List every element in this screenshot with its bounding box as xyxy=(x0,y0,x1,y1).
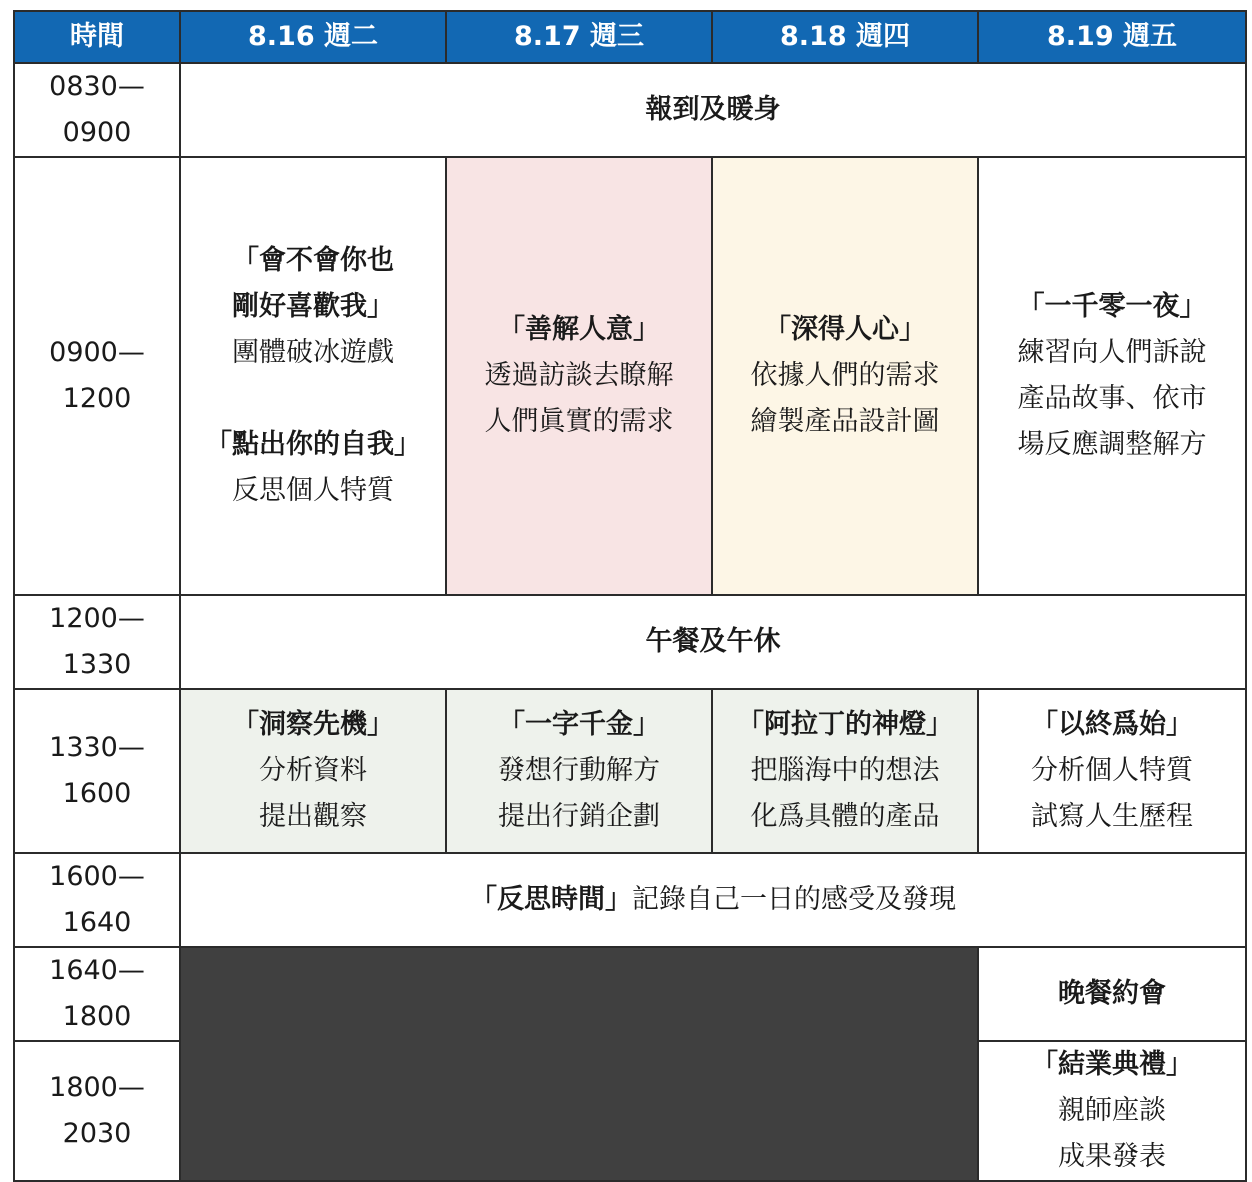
afternoon-fri-cell xyxy=(978,689,1246,853)
row-dinner xyxy=(14,947,1246,1041)
afternoon-thu-cell xyxy=(712,689,978,853)
schedule-table xyxy=(13,10,1247,1182)
reflection-title: 「反思時間」 xyxy=(470,884,632,915)
header-time: 時間 xyxy=(14,11,180,63)
morning-thu-cell xyxy=(712,157,978,595)
activity-desc: 提出觀察 xyxy=(259,801,367,832)
blocked-area xyxy=(180,947,978,1181)
activity-desc: 練習向人們訴說 xyxy=(1017,337,1207,368)
header-row xyxy=(14,11,1246,63)
morning-fri-cell xyxy=(978,157,1246,595)
activity-desc: 發想行動解方 xyxy=(498,755,660,786)
time-cell: 1600—1640 xyxy=(14,853,180,947)
activity-desc: 依據人們的需求 xyxy=(750,360,940,391)
time-cell: 0900—1200 xyxy=(14,157,180,595)
activity-desc: 團體破冰遊戲 xyxy=(232,337,394,368)
reflection-span xyxy=(180,853,1246,947)
activity-desc: 繪製產品設計圖 xyxy=(750,406,940,437)
morning-wed-cell xyxy=(446,157,712,595)
closing-fri-cell xyxy=(978,1041,1246,1181)
activity-title: 「會不會你也 xyxy=(232,245,394,276)
time-cell: 0830—0900 xyxy=(14,63,180,157)
checkin-span: 報到及暖身 xyxy=(180,63,1246,157)
activity-desc: 分析個人特質 xyxy=(1031,755,1193,786)
activity-desc: 試寫人生歷程 xyxy=(1031,801,1193,832)
afternoon-tue-cell xyxy=(180,689,446,853)
activity-title: 「洞察先機」 xyxy=(232,709,394,740)
morning-tue-cell xyxy=(180,157,446,595)
activity-title: 剛好喜歡我」 xyxy=(232,291,394,322)
activity-desc: 反思個人特質 xyxy=(232,475,394,506)
row-afternoon xyxy=(14,689,1246,853)
row-morning xyxy=(14,157,1246,595)
header-day-fri: 8.19 週五 xyxy=(978,11,1246,63)
activity-title: 「以終爲始」 xyxy=(1031,709,1193,740)
reflection-desc: 記錄自己一日的感受及發現 xyxy=(632,884,956,915)
afternoon-wed-cell xyxy=(446,689,712,853)
activity-title: 「阿拉丁的神燈」 xyxy=(737,709,953,740)
activity-title: 「一字千金」 xyxy=(498,709,660,740)
activity-desc: 場反應調整解方 xyxy=(1017,429,1207,460)
activity-desc: 化爲具體的產品 xyxy=(750,801,940,832)
activity-desc: 提出行銷企劃 xyxy=(498,801,660,832)
spacer xyxy=(181,376,445,422)
time-cell: 1330—1600 xyxy=(14,689,180,853)
activity-desc: 分析資料 xyxy=(259,755,367,786)
header-day-wed: 8.17 週三 xyxy=(446,11,712,63)
activity-desc: 透過訪談去瞭解 xyxy=(484,360,674,391)
activity-title: 「結業典禮」 xyxy=(1031,1049,1193,1080)
activity-title: 「點出你的自我」 xyxy=(205,429,421,460)
activity-desc: 人們眞實的需求 xyxy=(484,406,674,437)
lunch-span: 午餐及午休 xyxy=(180,595,1246,689)
activity-desc: 親師座談 xyxy=(1058,1095,1166,1126)
header-day-tue: 8.16 週二 xyxy=(180,11,446,63)
activity-desc: 產品故事、依市 xyxy=(1017,383,1207,414)
activity-desc: 把腦海中的想法 xyxy=(750,755,940,786)
activity-title: 「深得人心」 xyxy=(764,314,926,345)
activity-title: 「善解人意」 xyxy=(498,314,660,345)
time-cell: 1800—2030 xyxy=(14,1041,180,1181)
time-cell: 1640—1800 xyxy=(14,947,180,1041)
row-reflection xyxy=(14,853,1246,947)
time-cell: 1200—1330 xyxy=(14,595,180,689)
row-checkin xyxy=(14,63,1246,157)
header-day-thu: 8.18 週四 xyxy=(712,11,978,63)
row-lunch xyxy=(14,595,1246,689)
activity-title: 「一千零一夜」 xyxy=(1017,291,1207,322)
dinner-cell: 晚餐約會 xyxy=(978,947,1246,1041)
activity-desc: 成果發表 xyxy=(1058,1141,1166,1172)
